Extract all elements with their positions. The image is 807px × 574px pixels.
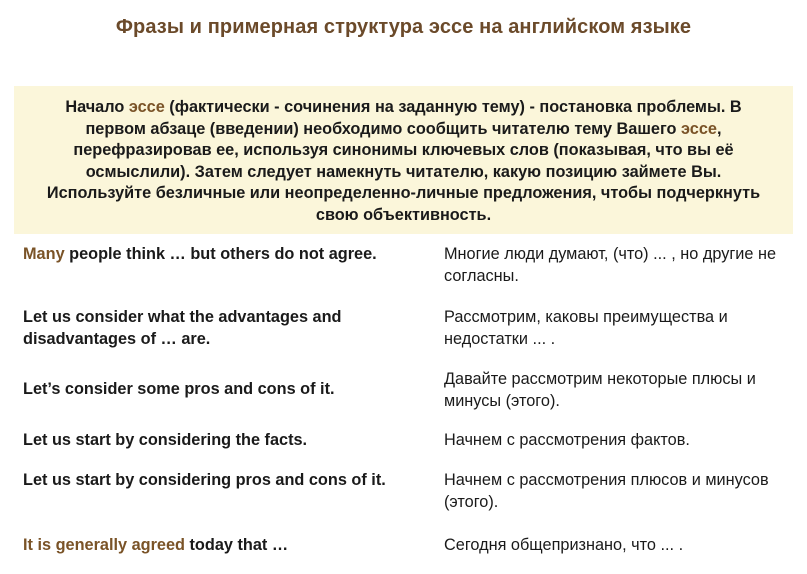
english-phrase-accent: It is generally agreed [23,536,185,554]
intro-essay-word-1: эссе [128,98,165,116]
intro-box [14,86,793,234]
intro-text-part-2: (фактически - сочинения на заданную тему) - постановка проблемы. В первом абзаце (введении) необходимо сообщить читателю тему Вашего [85,98,742,138]
english-phrase [23,379,413,401]
english-phrase [23,244,413,266]
english-phrase [23,470,413,492]
russian-translation: Давайте рассмотрим некоторые плюсы и минусы (этого). [444,370,756,410]
russian-translation: Многие люди думают, (что) ... , но другие не согласны. [444,245,777,285]
russian-translation: Сегодня общепризнано, что ... . [444,536,684,554]
intro-text-part-1: Начало [65,98,129,116]
russian-translation: Рассмотрим, каковы преимущества и недостатки ... . [444,308,728,348]
english-phrase-text: today that … [184,536,289,554]
english-phrase-text: Let’s consider some pros and cons of it. [23,380,335,398]
english-phrase [23,430,413,452]
page-title: Фразы и примерная структура эссе на английском языке [115,16,692,38]
english-phrase-accent: Many [23,245,65,263]
english-phrase [23,535,413,557]
english-phrase-text: Let us consider what the advantages and disadvantages of … are. [23,308,342,348]
english-phrase [23,307,413,350]
russian-translation: Начнем с рассмотрения фактов. [444,431,690,449]
intro-text-part-3: , перефразировав ее, используя синонимы ключевых слов (показывая, что вы её осмыслили). Затем следует намекнуть читателю, какую позицию займете Вы. Используйте безличные или неопределенно-личные предложения, чтобы подчеркнуть свою объективность. [46,119,761,224]
intro-essay-word-2: эссе [681,119,717,138]
english-phrase-text: people think … but others do not agree. [64,245,377,263]
russian-translation: Начнем с рассмотрения плюсов и минусов (этого). [444,471,769,511]
english-phrase-text: Let us start by considering the facts. [23,431,308,449]
english-phrase-text: Let us start by considering pros and cons of it. [23,471,386,489]
